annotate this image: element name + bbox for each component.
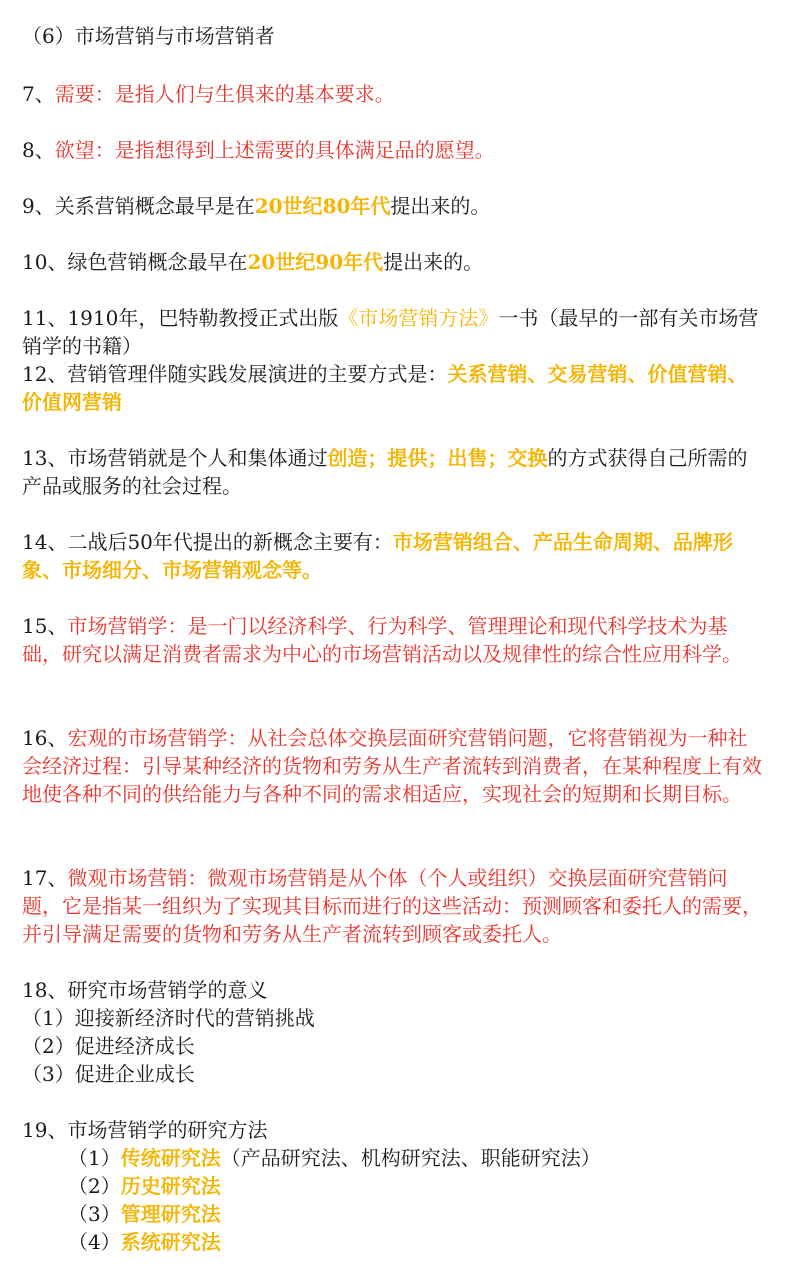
item-10-text: 10、绿色营销概念最早在	[22, 250, 248, 274]
item-19-sub-1-number: （1）	[68, 1146, 121, 1170]
item-12	[22, 360, 762, 416]
item-9	[22, 192, 762, 220]
item-8	[22, 136, 762, 164]
item-15-number: 15、	[22, 614, 68, 638]
item-19-title: 19、市场营销学的研究方法	[22, 1118, 268, 1142]
item-16-definition: 宏观的市场营销学：从社会总体交换层面研究营销问题，它将营销视为一种社会经济过程：引导某种经济的货物和劳务从生产者流转到消费者，在某种程度上有效地使各种不同的供给能力与各种不同的需求相适应，实现社会的短期和长期目标。	[22, 726, 762, 806]
item-18-sub-1: （1）迎接新经济时代的营销挑战	[22, 1006, 315, 1030]
item-13-text: 13、市场营销就是个人和集体通过	[22, 446, 328, 470]
item-13-tail: 的方式获得自己所需的产品或服务的社会过程。	[22, 446, 748, 498]
item-13-highlight: 创造；提供；出售；交换	[327, 446, 548, 470]
item-14-highlight: 市场营销组合、产品生命周期、品牌形象、市场细分、市场营销观念等。	[22, 530, 733, 582]
item-19-sub-3-number: （3）	[68, 1202, 121, 1226]
item-19-sub-3-highlight: 管理研究法	[120, 1202, 221, 1226]
item-19-sub-1	[68, 1144, 785, 1172]
item-7	[22, 80, 762, 108]
item-19-sub-2-number: （2）	[68, 1174, 121, 1198]
item-16	[22, 724, 762, 808]
item-14	[22, 528, 762, 584]
item-11-text: 11、1910年，巴特勒教授正式出版	[22, 306, 339, 330]
item-19-sub-4-highlight: 系统研究法	[120, 1230, 221, 1254]
item-11	[22, 304, 762, 360]
item-9-highlight: 20世纪80年代	[254, 194, 391, 218]
item-11-tail: 一书（最早的一部有关市场营销学的书籍）	[22, 306, 759, 358]
item-9-tail: 提出来的。	[390, 194, 491, 218]
item-8-definition: 欲望：是指想得到上述需要的具体满足品的愿望。	[54, 138, 495, 162]
item-11-highlight: 《市场营销方法》	[338, 306, 499, 330]
item-19-sub-4-number: （4）	[68, 1230, 121, 1254]
item-19-sub-2-highlight: 历史研究法	[120, 1174, 221, 1198]
item-15	[22, 612, 762, 668]
item-6	[22, 22, 762, 50]
item-18-sub-2: （2）促进经济成长	[22, 1034, 195, 1058]
item-6-text: （6）市场营销与市场营销者	[22, 24, 275, 48]
item-15-definition: 市场营销学：是一门以经济科学、行为科学、管理理论和现代科学技术为基础，研究以满足消费者需求为中心的市场营销活动以及规律性的综合性应用科学。	[22, 614, 742, 666]
item-17	[22, 864, 762, 948]
item-19-sub-1-highlight: 传统研究法	[120, 1146, 221, 1170]
item-9-text: 9、关系营销概念最早是在	[22, 194, 255, 218]
item-18-title: 18、研究市场营销学的意义	[22, 978, 268, 1002]
item-14-text: 14、二战后50年代提出的新概念主要有：	[22, 530, 393, 554]
item-17-number: 17、	[22, 866, 68, 890]
item-12-highlight: 关系营销、交易营销、价值营销、价值网营销	[22, 362, 748, 414]
item-10-tail: 提出来的。	[383, 250, 484, 274]
item-10-highlight: 20世纪90年代	[247, 250, 384, 274]
item-8-number: 8、	[22, 138, 55, 162]
item-16-number: 16、	[22, 726, 68, 750]
item-13	[22, 444, 762, 500]
item-10	[22, 248, 762, 276]
item-17-definition: 微观市场营销：微观市场营销是从个体（个人或组织）交换层面研究营销问题，它是指某一组织为了实现其目标而进行的这些活动：预测顾客和委托人的需要，并引导满足需要的货物和劳务从生产者流转到顾客或委托人。	[22, 866, 762, 946]
item-7-number: 7、	[22, 82, 55, 106]
item-19-sub-2	[68, 1172, 785, 1200]
item-19-sub-1-note: （产品研究法、机构研究法、职能研究法）	[220, 1146, 601, 1170]
item-12-text: 12、营销管理伴随实践发展演进的主要方式是：	[22, 362, 448, 386]
item-7-definition: 需要：是指人们与生俱来的基本要求。	[54, 82, 395, 106]
item-19-sub-3	[68, 1200, 785, 1228]
item-18-sub-3: （3）促进企业成长	[22, 1062, 195, 1086]
item-19-sub-4	[68, 1228, 785, 1256]
